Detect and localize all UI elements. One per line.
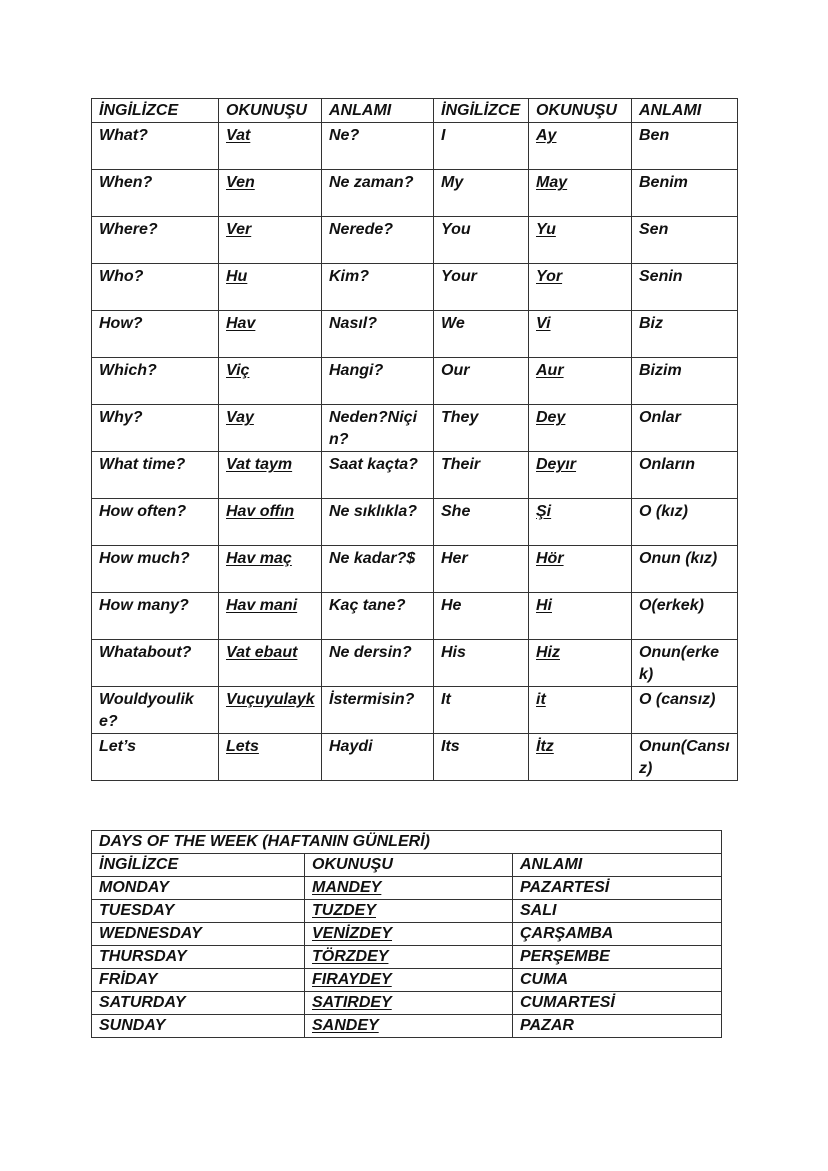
cell-text: Hav offın	[226, 503, 295, 520]
table-row	[92, 123, 738, 170]
table-cell	[305, 946, 513, 969]
cell-text: Bizim	[639, 362, 682, 379]
column-header	[434, 99, 529, 123]
header-text: OKUNUŞU	[226, 102, 307, 119]
table-cell	[322, 734, 434, 781]
header-text: İNGİLİZCE	[99, 102, 179, 119]
table-cell	[529, 687, 632, 734]
table-cell	[632, 734, 738, 781]
table-cell	[434, 358, 529, 405]
table-cell	[322, 593, 434, 640]
cell-text: Onun (kız)	[639, 550, 718, 567]
cell-text: Onun(Cansız)	[639, 738, 730, 777]
table-row	[92, 499, 738, 546]
cell-text: How?	[99, 315, 143, 332]
table-cell	[92, 499, 219, 546]
table-cell	[529, 264, 632, 311]
table-row	[92, 217, 738, 264]
table-cell	[322, 217, 434, 264]
cell-text: TUZDEY	[312, 902, 376, 919]
cell-text: Kim?	[329, 268, 369, 285]
cell-text: CUMA	[520, 971, 568, 988]
cell-text: How much?	[99, 550, 190, 567]
cell-text: Ne sıklıkla?	[329, 503, 418, 520]
cell-text: Onlar	[639, 409, 681, 426]
table-cell	[219, 452, 322, 499]
table-cell	[92, 170, 219, 217]
cell-text: Aur	[536, 362, 564, 379]
cell-text: it	[536, 691, 546, 708]
table-cell	[92, 1015, 305, 1038]
table-cell	[529, 640, 632, 687]
table-cell	[632, 499, 738, 546]
table-cell	[322, 311, 434, 358]
cell-text: CUMARTESİ	[520, 994, 615, 1011]
header-row	[92, 854, 722, 877]
cell-text: Benim	[639, 174, 688, 191]
cell-text: Ne zaman?	[329, 174, 414, 191]
table-row	[92, 946, 722, 969]
cell-text: Her	[441, 550, 468, 567]
cell-text: Why?	[99, 409, 143, 426]
table-cell	[92, 405, 219, 452]
table-cell	[219, 405, 322, 452]
cell-text: PERŞEMBE	[520, 948, 610, 965]
table-cell	[434, 687, 529, 734]
header-text: ANLAMI	[520, 856, 583, 873]
table-cell	[219, 217, 322, 264]
cell-text: Ne kadar?$	[329, 550, 416, 567]
cell-text: Sen	[639, 221, 669, 238]
table-cell	[322, 123, 434, 170]
cell-text: Vat	[226, 127, 251, 144]
table-cell	[513, 923, 722, 946]
table-cell	[305, 923, 513, 946]
cell-text: TÖRZDEY	[312, 948, 389, 965]
column-header	[92, 854, 305, 877]
table-cell	[92, 992, 305, 1015]
table-cell	[632, 546, 738, 593]
table-cell	[513, 946, 722, 969]
cell-text: Şi	[536, 503, 552, 520]
header-text: İNGİLİZCE	[441, 102, 521, 119]
cell-text: Hav	[226, 315, 256, 332]
cell-text: Onun(erkek)	[639, 644, 720, 683]
cell-text: What?	[99, 127, 148, 144]
table-row	[92, 405, 738, 452]
table-row	[92, 640, 738, 687]
table-cell	[219, 264, 322, 311]
table-cell	[632, 452, 738, 499]
table-cell	[322, 546, 434, 593]
cell-text: Saat kaçta?	[329, 456, 418, 473]
table-row	[92, 264, 738, 311]
cell-text: Ver	[226, 221, 252, 238]
cell-text: He	[441, 597, 462, 614]
table-row	[92, 969, 722, 992]
table-cell	[529, 593, 632, 640]
table-cell	[219, 170, 322, 217]
table-cell	[219, 546, 322, 593]
table-cell	[92, 969, 305, 992]
table-cell	[513, 877, 722, 900]
table-cell	[513, 1015, 722, 1038]
cell-text: Biz	[639, 315, 663, 332]
cell-text: SATIRDEY	[312, 994, 392, 1011]
table-cell	[529, 452, 632, 499]
cell-text: Hangi?	[329, 362, 384, 379]
cell-text: TUESDAY	[99, 902, 175, 919]
cell-text: Let’s	[99, 738, 137, 755]
table-cell	[322, 640, 434, 687]
table-cell	[632, 687, 738, 734]
table-cell	[434, 311, 529, 358]
cell-text: You	[441, 221, 471, 238]
table-cell	[434, 593, 529, 640]
table-cell	[92, 946, 305, 969]
cell-text: Whatabout?	[99, 644, 192, 661]
table-cell	[529, 499, 632, 546]
table-row	[92, 877, 722, 900]
table-cell	[92, 358, 219, 405]
table-cell	[92, 877, 305, 900]
table-cell	[322, 405, 434, 452]
table-cell	[434, 264, 529, 311]
table-cell	[434, 546, 529, 593]
table-cell	[219, 640, 322, 687]
table-cell	[434, 123, 529, 170]
cell-text: Senin	[639, 268, 683, 285]
cell-text: PAZAR	[520, 1017, 574, 1034]
cell-text: FRİDAY	[99, 971, 158, 988]
table-cell	[632, 264, 738, 311]
table-cell	[219, 593, 322, 640]
table-cell	[305, 900, 513, 923]
cell-text: SUNDAY	[99, 1017, 166, 1034]
table-cell	[434, 734, 529, 781]
table-cell	[219, 499, 322, 546]
cell-text: What time?	[99, 456, 186, 473]
table-cell	[322, 452, 434, 499]
table-cell	[322, 170, 434, 217]
table-cell	[92, 900, 305, 923]
table-cell	[219, 123, 322, 170]
cell-text: Vat ebaut	[226, 644, 298, 661]
table-cell	[92, 452, 219, 499]
cell-text: Neden?Niçin?	[329, 409, 418, 448]
table-row	[92, 1015, 722, 1038]
table-cell	[322, 687, 434, 734]
table-cell	[529, 311, 632, 358]
cell-text: When?	[99, 174, 153, 191]
table-cell	[632, 123, 738, 170]
cell-text: FIRAYDEY	[312, 971, 392, 988]
cell-text: Kaç tane?	[329, 597, 406, 614]
table-cell	[92, 923, 305, 946]
table-cell	[632, 640, 738, 687]
cell-text: We	[441, 315, 465, 332]
table-cell	[92, 687, 219, 734]
cell-text: SANDEY	[312, 1017, 379, 1034]
table-cell	[92, 217, 219, 264]
table-cell	[434, 170, 529, 217]
cell-text: O(erkek)	[639, 597, 704, 614]
days-of-week-table	[91, 830, 722, 1038]
header-text: İNGİLİZCE	[99, 856, 179, 873]
header-row	[92, 99, 738, 123]
table-cell	[632, 217, 738, 264]
table-cell	[529, 123, 632, 170]
cell-text: Ne dersin?	[329, 644, 412, 661]
table-row	[92, 170, 738, 217]
column-header	[322, 99, 434, 123]
question-words-pronouns-table	[91, 98, 738, 781]
table-cell	[305, 877, 513, 900]
cell-text: I	[441, 127, 446, 144]
table-cell	[529, 358, 632, 405]
cell-text: Nerede?	[329, 221, 394, 238]
table-cell	[219, 734, 322, 781]
table-cell	[305, 992, 513, 1015]
column-header	[92, 99, 219, 123]
table-cell	[92, 640, 219, 687]
table-cell	[434, 217, 529, 264]
header-text: ANLAMI	[639, 102, 702, 119]
cell-text: Deyır	[536, 456, 577, 473]
table-cell	[92, 264, 219, 311]
table-row	[92, 593, 738, 640]
cell-text: O (cansız)	[639, 691, 716, 708]
table-cell	[434, 640, 529, 687]
table-cell	[529, 170, 632, 217]
cell-text: Hi	[536, 597, 552, 614]
cell-text: Which?	[99, 362, 157, 379]
table-cell	[632, 311, 738, 358]
table-row	[92, 311, 738, 358]
cell-text: Where?	[99, 221, 158, 238]
table-cell	[92, 546, 219, 593]
cell-text: PAZARTESİ	[520, 879, 610, 896]
cell-text: Who?	[99, 268, 144, 285]
cell-text: Your	[441, 268, 477, 285]
table-cell	[305, 969, 513, 992]
cell-text: İstermisin?	[329, 691, 415, 708]
table-cell	[513, 900, 722, 923]
table-cell	[513, 992, 722, 1015]
cell-text: THURSDAY	[99, 948, 187, 965]
cell-text: WEDNESDAY	[99, 925, 202, 942]
cell-text: Hav mani	[226, 597, 298, 614]
table-title: DAYS OF THE WEEK (HAFTANIN GÜNLERİ)	[92, 831, 722, 854]
table-row	[92, 358, 738, 405]
table-row	[92, 546, 738, 593]
cell-text: SATURDAY	[99, 994, 186, 1011]
cell-text: Its	[441, 738, 460, 755]
cell-text: Hör	[536, 550, 564, 567]
table-cell	[92, 734, 219, 781]
cell-text: Vi	[536, 315, 551, 332]
cell-text: İtz	[536, 738, 554, 755]
cell-text: His	[441, 644, 466, 661]
cell-text: Vat taym	[226, 456, 293, 473]
column-header	[513, 854, 722, 877]
table-cell	[632, 358, 738, 405]
cell-text: Yor	[536, 268, 563, 285]
table-cell	[434, 452, 529, 499]
cell-text: How many?	[99, 597, 189, 614]
table-row	[92, 452, 738, 499]
table-cell	[529, 546, 632, 593]
cell-text: They	[441, 409, 479, 426]
cell-text: She	[441, 503, 471, 520]
cell-text: Hiz	[536, 644, 560, 661]
table-cell	[219, 311, 322, 358]
cell-text: MONDAY	[99, 879, 169, 896]
table-row	[92, 923, 722, 946]
cell-text: SALI	[520, 902, 557, 919]
table-row	[92, 734, 738, 781]
cell-text: My	[441, 174, 464, 191]
cell-text: Wouldyoulike?	[99, 691, 194, 730]
cell-text: Haydi	[329, 738, 373, 755]
cell-text: Onların	[639, 456, 696, 473]
table-cell	[434, 499, 529, 546]
column-header	[632, 99, 738, 123]
cell-text: Ne?	[329, 127, 360, 144]
cell-text: Hu	[226, 268, 248, 285]
table-cell	[322, 264, 434, 311]
table-cell	[513, 969, 722, 992]
table-title-row	[92, 831, 722, 854]
header-text: ANLAMI	[329, 102, 392, 119]
cell-text: Lets	[226, 738, 259, 755]
table-cell	[92, 123, 219, 170]
table-cell	[632, 405, 738, 452]
header-text: OKUNUŞU	[536, 102, 617, 119]
cell-text: Ven	[226, 174, 255, 191]
cell-text: Vay	[226, 409, 254, 426]
cell-text: O (kız)	[639, 503, 688, 520]
cell-text: Viç	[226, 362, 250, 379]
cell-text: Our	[441, 362, 470, 379]
cell-text: Ay	[536, 127, 557, 144]
cell-text: It	[441, 691, 451, 708]
cell-text: Nasıl?	[329, 315, 378, 332]
cell-text: VENİZDEY	[312, 925, 393, 942]
table-cell	[92, 311, 219, 358]
cell-text: ÇARŞAMBA	[520, 925, 614, 942]
cell-text: MANDEY	[312, 879, 382, 896]
table-row	[92, 992, 722, 1015]
table-cell	[632, 593, 738, 640]
column-header	[305, 854, 513, 877]
cell-text: Yu	[536, 221, 556, 238]
cell-text: Their	[441, 456, 481, 473]
table-cell	[322, 358, 434, 405]
table-cell	[219, 687, 322, 734]
table-cell	[219, 358, 322, 405]
table-row	[92, 900, 722, 923]
table-cell	[529, 734, 632, 781]
table-cell	[529, 217, 632, 264]
column-header	[219, 99, 322, 123]
cell-text: Dey	[536, 409, 566, 426]
cell-text: Ben	[639, 127, 670, 144]
cell-text: May	[536, 174, 568, 191]
column-header	[529, 99, 632, 123]
cell-text: Vuçuyulayk	[226, 691, 315, 708]
table-cell	[92, 593, 219, 640]
cell-text: Hav maç	[226, 550, 292, 567]
table-cell	[632, 170, 738, 217]
table-cell	[322, 499, 434, 546]
cell-text: How often?	[99, 503, 187, 520]
table-row	[92, 687, 738, 734]
table-cell	[434, 405, 529, 452]
table-cell	[529, 405, 632, 452]
table-cell	[305, 1015, 513, 1038]
header-text: OKUNUŞU	[312, 856, 393, 873]
